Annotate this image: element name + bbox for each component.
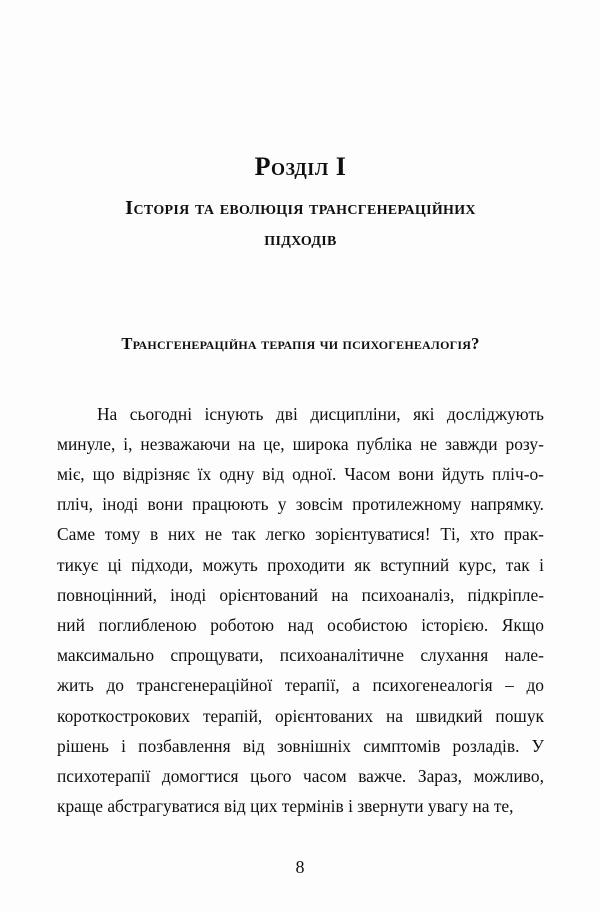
word: ці [107, 554, 122, 575]
paragraph-line: краще абстрагуватися від цих термінів і звернути увагу на те, [57, 796, 514, 817]
word: у [277, 494, 287, 515]
word: тому [104, 524, 141, 545]
word: одну [219, 464, 255, 485]
word: симптомів [363, 735, 441, 756]
paragraph-line [57, 640, 544, 670]
word: можуть [202, 554, 258, 575]
word: від [242, 735, 265, 756]
paragraph-line [57, 459, 544, 489]
word: не [205, 524, 223, 545]
word: завжди [445, 433, 498, 454]
word: трансгенераційної [136, 675, 273, 696]
word: розладів. [452, 735, 520, 756]
word: працюють [192, 494, 269, 515]
word: і [539, 554, 544, 575]
word: домогтися [161, 766, 239, 787]
word: які [413, 403, 435, 424]
word: одної. [292, 464, 337, 485]
word: до [106, 675, 124, 696]
word: рішень [57, 735, 109, 756]
word: протилежному [352, 494, 462, 515]
word: ний [57, 615, 85, 636]
word: повноцінний, [57, 584, 157, 605]
word: них [167, 524, 196, 545]
paragraph-line [57, 399, 544, 429]
paragraph-line [57, 489, 544, 519]
word: На [97, 403, 118, 424]
chapter-title-line-1: Історія та еволюція трансгенераційних [125, 196, 476, 219]
word: вони [398, 464, 434, 485]
word: на [331, 584, 349, 605]
word: психогенеалогія [372, 675, 493, 696]
word: так [505, 554, 530, 575]
paragraph-line [57, 610, 544, 640]
word: нале- [504, 645, 544, 666]
word: пліч-о- [492, 464, 544, 485]
word: підкріпле- [467, 584, 544, 605]
word: орієнтованих [275, 705, 374, 726]
word: Саме [57, 524, 96, 545]
word: над [287, 615, 314, 636]
word: історією. [421, 615, 489, 636]
paragraph-line [57, 519, 544, 549]
word: проходити [267, 554, 345, 575]
paragraph-line [57, 701, 544, 731]
page-content [57, 0, 544, 821]
word: вони [147, 494, 183, 515]
word: а [352, 675, 360, 696]
word: підходи, [131, 554, 193, 575]
word: досліджують [446, 403, 544, 424]
chapter-heading-block [57, 152, 544, 255]
paragraph-line [57, 761, 544, 791]
section-heading: Трансгенераційна терапія чи психогенеалогія? [121, 334, 480, 354]
paragraph-line [57, 670, 544, 700]
word: орієнтований [219, 584, 319, 605]
word: і [121, 735, 126, 756]
word: цього [250, 766, 292, 787]
word: це, [263, 433, 285, 454]
word: відрізняє [122, 464, 190, 485]
word: курс, [458, 554, 497, 575]
word: минуле, [57, 433, 116, 454]
word: дві [275, 403, 298, 424]
word: не [420, 433, 438, 454]
word: дисципліни, [310, 403, 401, 424]
word: розу- [505, 433, 544, 454]
page-number: 8 [295, 857, 305, 877]
word: спрощувати, [170, 645, 264, 666]
paragraph-line [57, 550, 544, 580]
word: іноді [170, 584, 207, 605]
word: терапії, [284, 675, 340, 696]
word: зорієнтуватися! [315, 524, 431, 545]
word: психоаналіз, [361, 584, 455, 605]
word: роботою [210, 615, 274, 636]
word: хто [469, 524, 495, 545]
word: незважаючи [140, 433, 231, 454]
word: напрямку. [470, 494, 544, 515]
word: – [505, 675, 514, 696]
word: поглибленою [98, 615, 197, 636]
word: Часом [344, 464, 391, 485]
word: від [262, 464, 285, 485]
word: так [231, 524, 256, 545]
word: іноді [102, 494, 139, 515]
chapter-number: Розділ I [254, 152, 347, 181]
word: зовнішніх [276, 735, 351, 756]
word: вступний [380, 554, 450, 575]
body-paragraph [57, 399, 544, 822]
word: психотерапії [57, 766, 151, 787]
paragraph-line [57, 429, 544, 459]
word: слухання [420, 645, 489, 666]
word: психоаналітичне [279, 645, 404, 666]
word: короткострокових [57, 705, 191, 726]
word: швидкий [415, 705, 483, 726]
word: міє, [57, 464, 85, 485]
word: максимально [57, 645, 155, 666]
word: позбавлення [138, 735, 231, 756]
word: прак- [503, 524, 544, 545]
chapter-title [57, 193, 544, 255]
word: в [149, 524, 159, 545]
word: як [354, 554, 371, 575]
word: особистою [327, 615, 408, 636]
word: терапій, [202, 705, 263, 726]
word: широка [292, 433, 349, 454]
word: Зараз, [417, 766, 462, 787]
paragraph-line [57, 580, 544, 610]
word: жить [57, 675, 94, 696]
word: зовсім [295, 494, 343, 515]
word: пліч, [57, 494, 93, 515]
word: Якщо [501, 615, 544, 636]
word: публіка [356, 433, 413, 454]
paragraph-lines [57, 399, 544, 822]
word: і, [123, 433, 133, 454]
word: тикує [57, 554, 99, 575]
word: легко [265, 524, 306, 545]
word: що [92, 464, 115, 485]
word: Ті, [440, 524, 461, 545]
word: сьогодні [129, 403, 193, 424]
word: на [385, 705, 403, 726]
word: на [238, 433, 256, 454]
word: часом [303, 766, 347, 787]
word: існують [204, 403, 264, 424]
word: їх [197, 464, 212, 485]
paragraph-line [57, 731, 544, 761]
word: пошук [495, 705, 544, 726]
word: У [531, 735, 544, 756]
chapter-title-line-2: підходів [264, 228, 337, 251]
word: йдуть [441, 464, 485, 485]
word: важче. [358, 766, 407, 787]
word: можливо, [473, 766, 544, 787]
word: до [526, 675, 544, 696]
